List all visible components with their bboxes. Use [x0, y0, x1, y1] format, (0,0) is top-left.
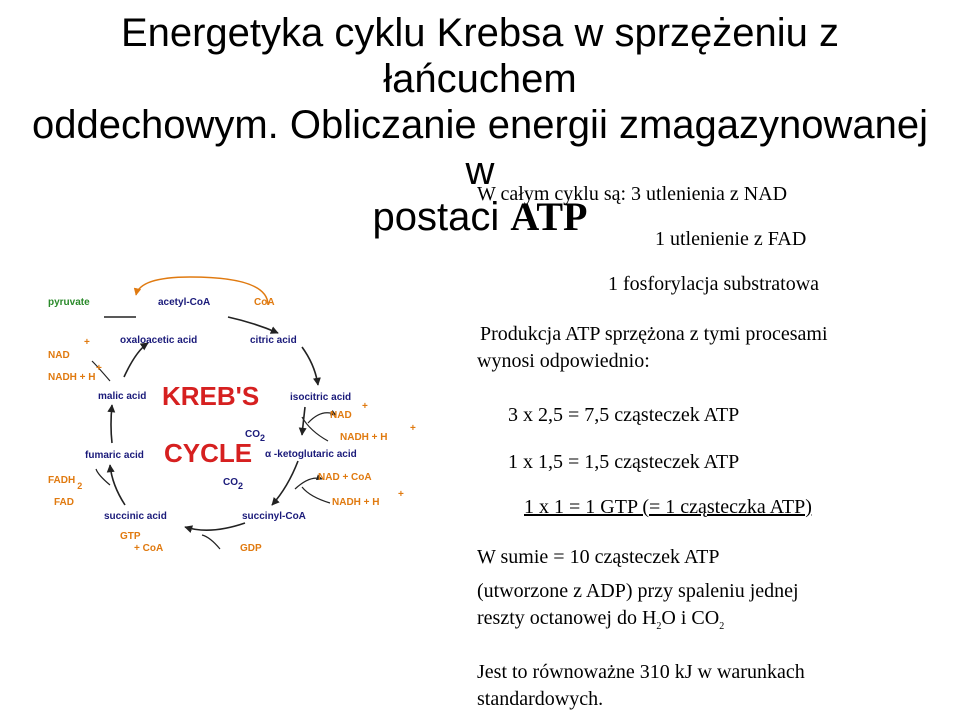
label-cycle: CYCLE	[164, 438, 253, 468]
arrow-malic-oxaloacetic	[124, 343, 148, 377]
text-line-3: 1 fosforylacja substratowa	[608, 273, 820, 295]
arrow-gdp-gtp	[202, 535, 220, 549]
label-coa-top: CoA	[254, 297, 275, 308]
label-citric: citric acid	[250, 335, 297, 346]
text-line-7: 1 x 1,5 = 1,5 cząsteczek ATP	[508, 451, 740, 473]
label-nadh-left: NADH + H	[48, 372, 96, 383]
label-malic: malic acid	[98, 391, 147, 402]
arrow-succinyl-succinic	[185, 523, 245, 530]
text-line-11-a: reszty octanowej do H	[477, 607, 657, 629]
label-pyruvate: pyruvate	[48, 297, 90, 308]
label-nadh-2: NADH + H	[332, 497, 380, 508]
text-line-1: W całym cyklu są: 3 utlenienia z NAD	[477, 183, 788, 205]
text-line-13: standardowych.	[477, 688, 604, 710]
label-gtp: GTP	[120, 531, 141, 542]
label-co2-2: CO2	[223, 477, 244, 491]
text-line-5: wynosi odpowiednio:	[477, 350, 650, 372]
arrow-fumaric-malic	[111, 405, 112, 443]
arrow-nadh-1	[302, 417, 328, 441]
text-line-6: 3 x 2,5 = 7,5 cząsteczek ATP	[508, 404, 740, 426]
label-plus-3: +	[362, 401, 368, 412]
text-line-11-sub-2: 2	[719, 621, 725, 632]
label-nad-coa: NAD + CoA	[318, 472, 372, 483]
label-plus-1: +	[84, 337, 90, 348]
label-fadh: FADH 2	[48, 475, 83, 491]
label-plus-2: +	[96, 363, 102, 374]
arrow-oxaloacetic-citric	[228, 317, 278, 333]
label-oxaloacetic: oxaloacetic acid	[120, 335, 198, 346]
text-line-11-b: O i CO	[661, 607, 720, 629]
text-line-11-sub-1: 2	[656, 621, 662, 632]
label-isocitric: isocitric acid	[290, 392, 352, 403]
text-line-9: W sumie = 10 cząsteczek ATP	[477, 546, 720, 568]
label-nad-1: NAD	[330, 410, 352, 421]
label-gdp: GDP	[240, 543, 262, 554]
text-line-12: Jest to równoważne 310 kJ w warunkach	[477, 661, 805, 683]
label-fumaric: fumaric acid	[85, 450, 144, 461]
text-line-10: (utworzone z ADP) przy spaleniu jednej	[477, 580, 799, 602]
label-acetyl-coa: acetyl-CoA	[158, 297, 211, 308]
text-line-8: 1 x 1 = 1 GTP (= 1 cząsteczka ATP)	[524, 496, 812, 518]
label-nad-left: NAD	[48, 350, 70, 361]
label-plus-5: +	[398, 489, 404, 500]
arrow-citric-isocitric	[302, 347, 318, 385]
label-co2-1: CO2	[245, 429, 266, 443]
title-line-1: Energetyka cyklu Krebsa w sprzężeniu z łańcuchem	[120, 11, 840, 101]
text-line-4: Produkcja ATP sprzężona z tymi procesami	[480, 323, 828, 345]
text-line-2: 1 utlenienie z FAD	[655, 228, 807, 250]
label-succinic: succinic acid	[104, 511, 167, 522]
label-nadh-1: NADH + H	[340, 432, 388, 443]
label-plus-4: +	[410, 423, 416, 434]
label-coa-bottom: + CoA	[134, 543, 164, 554]
label-krebs: KREB'S	[162, 381, 260, 411]
title-atp: ATP	[510, 194, 588, 239]
title-line-3-prefix: postaci	[372, 195, 511, 239]
arrow-fad	[96, 469, 110, 485]
title-line-2: oddechowym. Obliczanie energii zmagazynowanej w	[31, 103, 929, 193]
arrow-nadh-2	[302, 487, 330, 503]
label-fad: FAD	[54, 497, 74, 508]
label-ketoglutaric: α -ketoglutaric acid	[265, 449, 357, 460]
arrow-ketoglutaric-succinyl	[272, 461, 298, 505]
arrow-succinic-fumaric	[110, 465, 125, 505]
krebs-cycle-diagram	[40, 265, 430, 570]
cycle-arrows	[104, 317, 318, 530]
text-line-11	[477, 606, 724, 639]
label-succinyl: succinyl-CoA	[242, 511, 306, 522]
